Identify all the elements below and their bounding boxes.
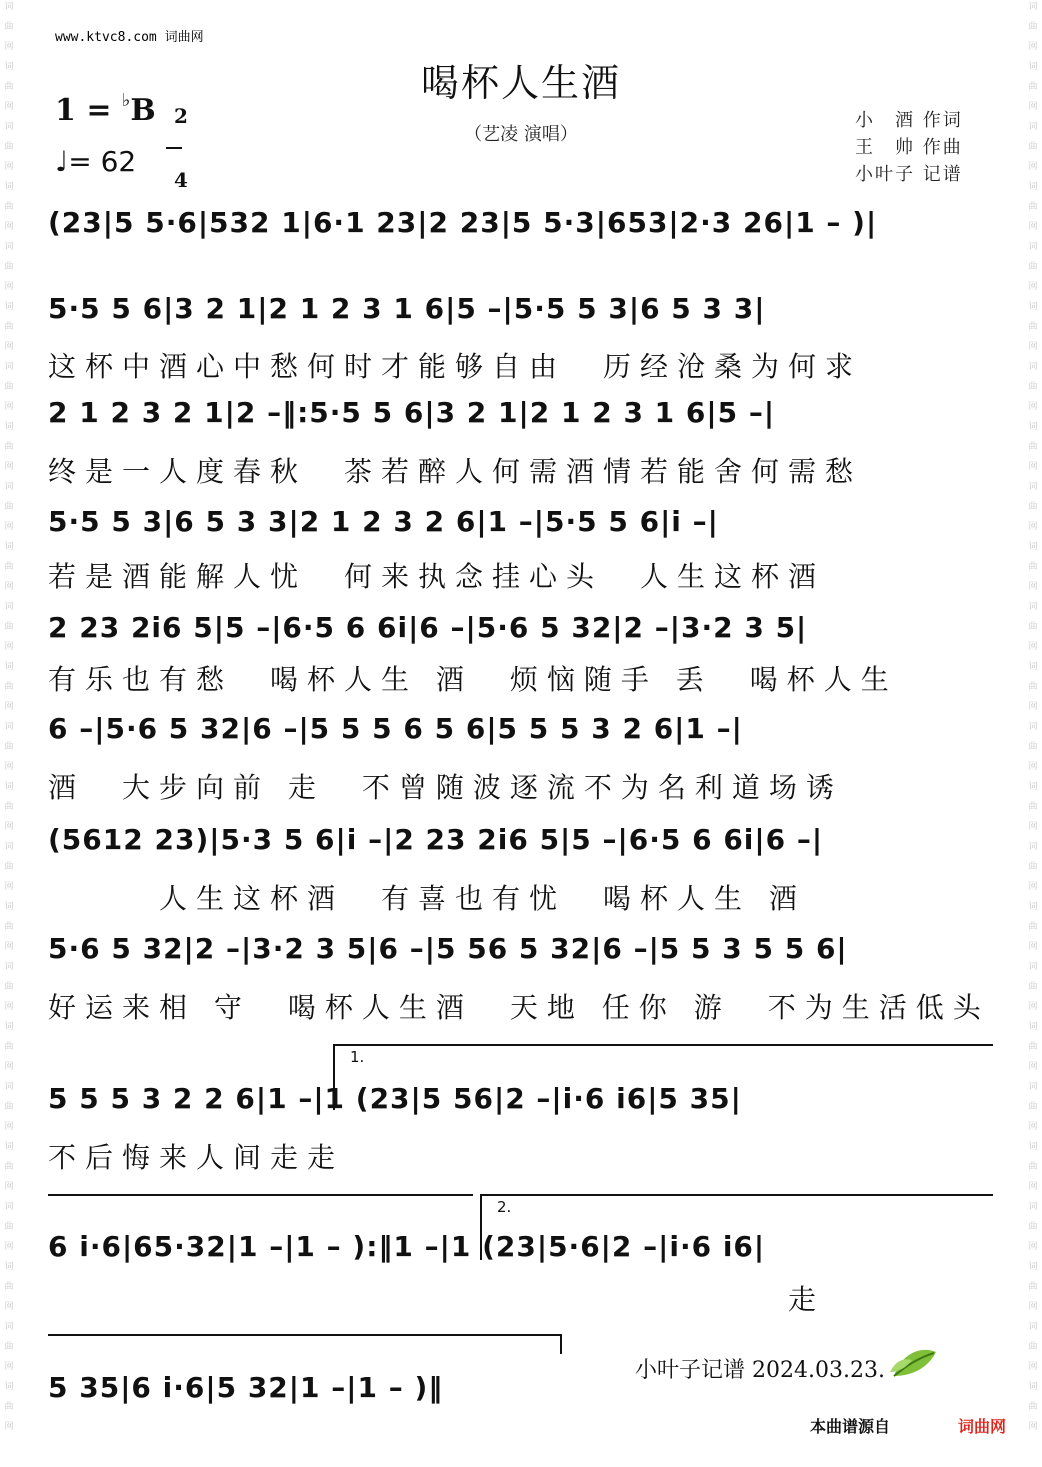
watermark-char: 曲	[1028, 22, 1038, 32]
watermark-char: 网	[4, 582, 14, 592]
watermark-char: 词	[1028, 122, 1038, 132]
singer-credit: （艺凌 演唱）	[464, 124, 578, 145]
lyric-row-8: 好运来相 守 喝杯人生酒 天地 任你 游 不为生活低头	[48, 991, 990, 1024]
watermark-char: 网	[4, 942, 14, 952]
watermark-char: 曲	[1028, 322, 1038, 332]
watermark-char: 词	[4, 962, 14, 972]
notation-row-5: 2 23 2i6 5|5 –|6·5 6 6i|6 –|5·6 5 32|2 –|3·2 3 5|	[48, 611, 808, 644]
watermark-char: 词	[1028, 182, 1038, 192]
watermark-char: 曲	[1028, 262, 1038, 272]
watermark-char: 曲	[4, 322, 14, 332]
lyric-row-10: 走	[48, 1283, 826, 1316]
leaf-icon	[888, 1342, 940, 1382]
watermark-char: 词	[4, 542, 14, 552]
watermark-char: 网	[4, 1122, 14, 1132]
notation-row-8: 5·6 5 32|2 –|3·2 3 5|6 –|5 56 5 32|6 –|5 5 3 5 5 6|	[48, 932, 848, 965]
notation-row-9: 5 5 5 3 2 2 6|1 –|1 (23|5 56|2 –|i·6 i6|5 35|	[48, 1082, 742, 1115]
watermark-char: 词	[4, 182, 14, 192]
watermark-char: 词	[1028, 1142, 1038, 1152]
source-label: 本曲谱源自	[810, 1417, 891, 1436]
watermark-char: 曲	[4, 202, 14, 212]
watermark-char: 网	[1028, 582, 1038, 592]
watermark-char: 词	[1028, 602, 1038, 612]
watermark-char: 网	[1028, 942, 1038, 952]
watermark-char: 曲	[4, 1402, 14, 1412]
watermark-char: 词	[1028, 422, 1038, 432]
watermark-char: 网	[1028, 702, 1038, 712]
watermark-char: 曲	[1028, 682, 1038, 692]
watermark-char: 词	[1028, 962, 1038, 972]
source-site-link[interactable]: 词曲网	[958, 1417, 1007, 1436]
watermark-char: 曲	[4, 142, 14, 152]
watermark-char: 曲	[1028, 862, 1038, 872]
watermark-char: 网	[4, 1422, 14, 1432]
watermark-char: 曲	[4, 1282, 14, 1292]
watermark-char: 词	[1028, 62, 1038, 72]
song-title: 喝杯人生酒	[420, 61, 621, 105]
watermark-char: 网	[1028, 102, 1038, 112]
notation-row-4: 5·5 5 3|6 5 3 3|2 1 2 3 2 6|1 –|5·5 5 6|i –|	[48, 505, 719, 538]
watermark-char: 曲	[1028, 382, 1038, 392]
watermark-char: 词	[4, 1262, 14, 1272]
key-flat: ♭	[121, 90, 131, 111]
watermark-char: 词	[1028, 542, 1038, 552]
watermark-char: 曲	[4, 862, 14, 872]
volta-2-end	[560, 1334, 562, 1354]
watermark-char: 词	[4, 1382, 14, 1392]
watermark-char: 曲	[4, 502, 14, 512]
composer-credit: 王 帅 作曲	[855, 137, 963, 158]
watermark-char: 曲	[4, 22, 14, 32]
watermark-char: 词	[4, 422, 14, 432]
watermark-char: 网	[4, 1182, 14, 1192]
watermark-char: 词	[1028, 842, 1038, 852]
watermark-char: 词	[1028, 1082, 1038, 1092]
watermark-char: 网	[4, 102, 14, 112]
watermark-char: 网	[4, 882, 14, 892]
watermark-char: 网	[4, 522, 14, 532]
watermark-char: 网	[1028, 1302, 1038, 1312]
site-url[interactable]: www.ktvc8.com 词曲网	[55, 30, 204, 45]
watermark-char: 网	[4, 822, 14, 832]
watermark-char: 词	[4, 1142, 14, 1152]
watermark-char: 曲	[1028, 1042, 1038, 1052]
watermark-char: 网	[4, 1062, 14, 1072]
lyric-row-4: 若是酒能解人忧 何来执念挂心头 人生这杯酒	[48, 560, 826, 593]
watermark-char: 网	[4, 282, 14, 292]
watermark-char: 曲	[1028, 1162, 1038, 1172]
lyric-row-9: 不后悔来人间走走	[48, 1141, 345, 1174]
watermark-char: 词	[1028, 1322, 1038, 1332]
watermark-char: 曲	[1028, 82, 1038, 92]
watermark-char: 曲	[1028, 562, 1038, 572]
watermark-char: 词	[1028, 662, 1038, 672]
watermark-char: 词	[4, 842, 14, 852]
watermark-char: 网	[1028, 642, 1038, 652]
watermark-char: 曲	[4, 1042, 14, 1052]
watermark-char: 网	[4, 162, 14, 172]
volta-1-label: 1.	[350, 1048, 365, 1066]
watermark-char: 词	[1028, 722, 1038, 732]
watermark-char: 网	[1028, 222, 1038, 232]
watermark-char: 网	[1028, 882, 1038, 892]
watermark-char: 网	[1028, 42, 1038, 52]
watermark-char: 曲	[4, 1102, 14, 1112]
watermark-char: 词	[1028, 302, 1038, 312]
watermark-char: 曲	[1028, 1342, 1038, 1352]
watermark-char: 曲	[1028, 622, 1038, 632]
key-prefix: 1 =	[55, 93, 122, 128]
watermark-char: 网	[1028, 282, 1038, 292]
watermark-char: 词	[4, 662, 14, 672]
watermark-char: 词	[1028, 242, 1038, 252]
watermark-char: 曲	[4, 1222, 14, 1232]
key-note: B	[130, 93, 156, 128]
watermark-char: 曲	[1028, 802, 1038, 812]
watermark-char: 网	[1028, 1422, 1038, 1432]
watermark-char: 曲	[1028, 1282, 1038, 1292]
watermark-char: 曲	[4, 622, 14, 632]
watermark-char: 词	[4, 482, 14, 492]
lyric-row-7: 人生这杯酒 有喜也有忧 喝杯人生 酒	[48, 882, 806, 915]
watermark-char: 词	[1028, 782, 1038, 792]
lyric-row-5: 有乐也有愁 喝杯人生 酒 烦恼随手 丢 喝杯人生	[48, 663, 898, 696]
watermark-char: 曲	[1028, 1102, 1038, 1112]
watermark-char: 词	[4, 602, 14, 612]
watermark-char: 网	[4, 642, 14, 652]
watermark-char: 网	[1028, 1002, 1038, 1012]
watermark-char: 词	[4, 242, 14, 252]
watermark-char: 词	[4, 362, 14, 372]
watermark-char: 网	[1028, 1242, 1038, 1252]
watermark-char: 词	[4, 1322, 14, 1332]
watermark-char: 网	[4, 1242, 14, 1252]
meter-divider	[166, 147, 182, 149]
watermark-char: 词	[4, 302, 14, 312]
watermark-char: 曲	[4, 742, 14, 752]
watermark-char: 词	[4, 1082, 14, 1092]
watermark-char: 曲	[4, 82, 14, 92]
notation-row-1: (23|5 5·6|532 1|6·1 23|2 23|5 5·3|653|2·3 26|1 – )|	[48, 206, 878, 239]
watermark-char: 网	[1028, 822, 1038, 832]
notation-row-7: (5612 23)|5·3 5 6|i –|2 23 2i6 5|5 –|6·5 6 6i|6 –|	[48, 823, 824, 856]
watermark-char: 网	[4, 1362, 14, 1372]
notation-row-3: 2 1 2 3 2 1|2 –‖:5·5 5 6|3 2 1|2 1 2 3 1 6|5 –|	[48, 396, 776, 429]
watermark-char: 曲	[1028, 1402, 1038, 1412]
watermark-char: 网	[4, 762, 14, 772]
watermark-char: 词	[4, 2, 14, 12]
watermark-char: 词	[1028, 482, 1038, 492]
watermark-char: 网	[4, 222, 14, 232]
watermark-char: 曲	[1028, 502, 1038, 512]
watermark-char: 曲	[4, 682, 14, 692]
watermark-char: 网	[1028, 1062, 1038, 1072]
watermark-char: 词	[4, 782, 14, 792]
watermark-char: 词	[1028, 1022, 1038, 1032]
watermark-char: 词	[4, 722, 14, 732]
watermark-char: 曲	[4, 1342, 14, 1352]
watermark-char: 网	[1028, 522, 1038, 532]
volta-2-label: 2.	[497, 1198, 512, 1216]
watermark-char: 网	[1028, 342, 1038, 352]
lyricist-credit: 小 酒 作词	[855, 110, 963, 131]
watermark-char: 曲	[4, 382, 14, 392]
watermark-char: 曲	[4, 442, 14, 452]
transcriber-signature: 小叶子记谱 2024.03.23.	[635, 1358, 885, 1383]
notation-row-2: 5·5 5 6|3 2 1|2 1 2 3 1 6|5 –|5·5 5 3|6 5 3 3|	[48, 292, 766, 325]
watermark-char: 网	[1028, 462, 1038, 472]
watermark-char: 曲	[1028, 922, 1038, 932]
lyric-row-3: 终是一人度春秋 茶若醉人何需酒情若能舍何需愁	[48, 455, 863, 488]
watermark-char: 曲	[1028, 1222, 1038, 1232]
watermark-char: 词	[4, 902, 14, 912]
notation-row-10: 6 i·6|65·32|1 –|1 – ):‖1 –|1 (23|5·6|2 –|i·6 i6|	[48, 1230, 766, 1263]
watermark-char: 曲	[1028, 442, 1038, 452]
watermark-char: 网	[1028, 1182, 1038, 1192]
watermark-char: 曲	[4, 562, 14, 572]
time-signature	[160, 86, 188, 190]
volta-2-bracket	[480, 1194, 993, 1196]
watermark-char: 词	[4, 1202, 14, 1212]
watermark-char: 曲	[4, 262, 14, 272]
volta-1-continuation	[48, 1194, 473, 1196]
watermark-char: 曲	[1028, 202, 1038, 212]
watermark-char: 曲	[4, 922, 14, 932]
meter-top: 2	[173, 104, 188, 128]
watermark-char: 网	[1028, 762, 1038, 772]
notation-row-11: 5 35|6 i·6|5 32|1 –|1 – )‖	[48, 1371, 444, 1404]
left-watermark	[2, 0, 16, 1467]
volta-2-continuation	[48, 1334, 560, 1336]
watermark-char: 词	[1028, 362, 1038, 372]
lyric-row-2: 这杯中酒心中愁何时才能够自由 历经沧桑为何求	[48, 350, 863, 383]
meter-bottom: 4	[173, 168, 188, 192]
right-watermark	[1026, 0, 1040, 1467]
watermark-char: 曲	[1028, 982, 1038, 992]
transcriber-credit: 小叶子 记谱	[855, 164, 963, 185]
watermark-char: 网	[4, 1002, 14, 1012]
key-signature	[55, 90, 156, 128]
watermark-char: 网	[4, 342, 14, 352]
watermark-char: 网	[1028, 1122, 1038, 1132]
watermark-char: 词	[1028, 902, 1038, 912]
tempo-marking: ♩= 62	[55, 145, 137, 178]
watermark-char: 词	[4, 62, 14, 72]
watermark-char: 网	[4, 702, 14, 712]
watermark-char: 网	[1028, 1362, 1038, 1372]
watermark-char: 曲	[4, 982, 14, 992]
watermark-char: 词	[1028, 1262, 1038, 1272]
watermark-char: 曲	[1028, 142, 1038, 152]
watermark-char: 词	[1028, 2, 1038, 12]
watermark-char: 词	[1028, 1202, 1038, 1212]
volta-1-bracket	[333, 1044, 993, 1046]
watermark-char: 词	[1028, 1382, 1038, 1392]
watermark-char: 词	[4, 1022, 14, 1032]
lyric-row-6: 酒 大步向前 走 不曾随波逐流不为名利道场诱	[48, 771, 843, 804]
watermark-char: 曲	[4, 1162, 14, 1172]
watermark-char: 曲	[4, 802, 14, 812]
watermark-char: 网	[4, 462, 14, 472]
watermark-char: 词	[4, 122, 14, 132]
watermark-char: 网	[4, 402, 14, 412]
notation-row-6: 6 –|5·6 5 32|6 –|5 5 5 6 5 6|5 5 5 3 2 6|1 –|	[48, 712, 743, 745]
watermark-char: 网	[4, 1302, 14, 1312]
watermark-char: 网	[1028, 402, 1038, 412]
watermark-char: 曲	[1028, 742, 1038, 752]
watermark-char: 网	[4, 42, 14, 52]
watermark-char: 网	[1028, 162, 1038, 172]
